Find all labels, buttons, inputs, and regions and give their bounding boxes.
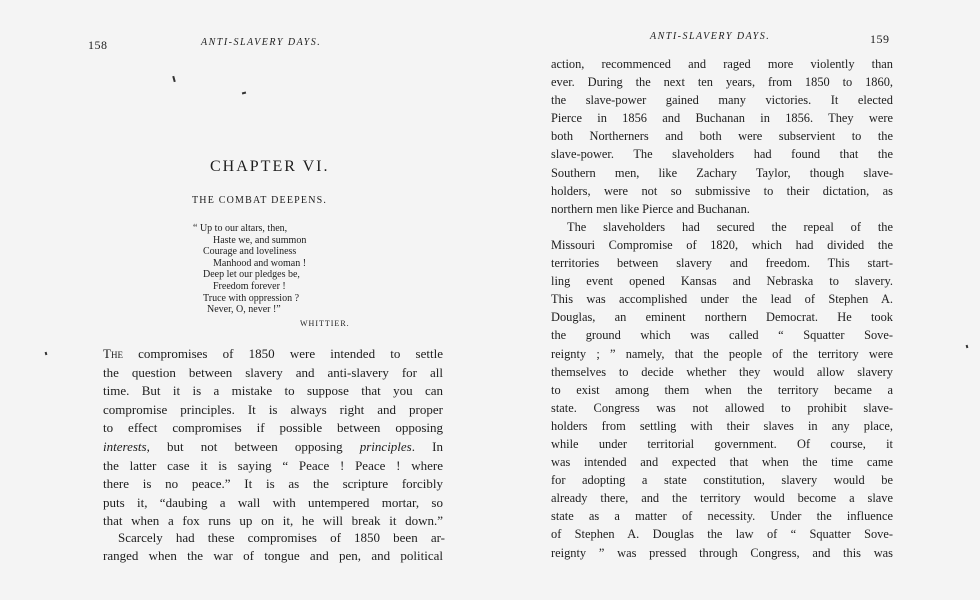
chapter-subtitle: THE COMBAT DEEPENS. xyxy=(192,195,328,206)
text-line: both Northerners and both were subservient to the xyxy=(551,129,893,144)
text-line: northern men like Pierce and Buchanan. xyxy=(551,201,750,216)
left-page-number: 158 xyxy=(88,38,108,52)
stray-mark xyxy=(242,92,246,95)
text-line: while under territorial government. Of course, it xyxy=(551,436,893,451)
text-line: Southern men, like Zachary Taylor, though slave- xyxy=(551,165,893,180)
text-line: holders, were not so submissive to their dictation, as xyxy=(551,183,893,198)
text-line: puts it, “daubing a wall with untempered mortar, so xyxy=(103,494,443,510)
poem-line: Freedom forever ! xyxy=(213,280,286,292)
right-page-number: 159 xyxy=(870,32,890,46)
text-line: Missouri Compromise of 1820, which had divided the xyxy=(551,237,893,252)
text-line: was intended and expected that when the time came xyxy=(551,455,893,470)
text-line: ranged when the war of tongue and pen, and political xyxy=(103,548,443,563)
text-line: slave-power. The slaveholders had found that the xyxy=(551,147,893,162)
text-line: the question between slavery and anti-slavery for all xyxy=(103,364,443,380)
text-line: reignty ” was pressed through Congress, and this was xyxy=(551,545,893,560)
italic-word: interests xyxy=(103,438,147,454)
stray-mark xyxy=(966,345,969,348)
text-line: already there, and the territory would become a slave xyxy=(551,491,893,506)
stray-mark xyxy=(172,76,175,82)
chapter-title: CHAPTER VI. xyxy=(210,158,330,175)
text-line: the latter case it is saying “ Peace ! Peace ! where xyxy=(103,457,443,473)
text-line: state. Congress was not allowed to prohibit slave- xyxy=(551,400,893,415)
poem-line: Courage and loveliness xyxy=(203,246,297,258)
poem-line: Deep let our pledges be, xyxy=(203,269,300,281)
text-line: to exist among them when the territory became a xyxy=(551,382,893,397)
text-line: of Stephen A. Douglas the law of “ Squatter Sove- xyxy=(551,527,893,542)
text-line: The slaveholders had secured the repeal of the xyxy=(567,219,893,234)
poem-line: Never, O, never !” xyxy=(207,304,281,316)
right-running-head: ANTI-SLAVERY DAYS. xyxy=(650,31,771,42)
paragraph-lead-word: The xyxy=(103,346,123,361)
text-line: This was accomplished under the lead of Stephen A. xyxy=(551,292,893,307)
text-line: that when a fox runs up on it, he will break it down.” xyxy=(103,513,443,529)
text-line: interests, but not between opposing principles. In xyxy=(103,438,443,454)
poem-line: “ Up to our altars, then, xyxy=(193,223,288,234)
epigraph-poem xyxy=(193,223,306,316)
text-line: the slave-power gained many victories. It elected xyxy=(551,93,893,108)
text-line: time. But it is a mistake to suppose that you can xyxy=(103,383,443,399)
text-line: action, recommenced and raged more violently than xyxy=(551,57,893,71)
text-line: there is no peace.” It is as the scripture forcibly xyxy=(103,476,443,492)
poem-line: Truce with oppression ? xyxy=(203,292,300,304)
body-text-block xyxy=(551,55,893,562)
body-paragraph xyxy=(103,345,443,531)
stray-mark xyxy=(45,352,48,355)
text-line: to effect compromises if possible between opposing xyxy=(103,420,443,436)
text-line: Scarcely had these compromises of 1850 been ar- xyxy=(118,530,445,545)
body-paragraph xyxy=(118,529,445,548)
poem-line: Manhood and woman ! xyxy=(213,257,307,269)
text-line: compromise principles. It is always right and proper xyxy=(103,401,443,417)
italic-word: principles xyxy=(359,438,412,454)
text-line: the ground which was called “ Squatter Sove- xyxy=(551,328,893,343)
text-line: ever. During the next ten years, from 1850 to 1860, xyxy=(551,75,893,90)
poem-line: Haste we, and summon xyxy=(213,234,307,246)
text-line: reignty ; ” namely, that the people of the territory were xyxy=(551,346,893,361)
text-line: state as a matter of necessity. Under the influence xyxy=(551,509,893,524)
text-line: The compromises of 1850 were intended to settle xyxy=(103,346,443,361)
text-line: territories between slavery and freedom. This start- xyxy=(551,256,893,271)
text-line: Pierce in 1856 and Buchanan in 1856. They were xyxy=(551,111,893,126)
left-running-head: ANTI-SLAVERY DAYS. xyxy=(201,37,322,48)
text-line: holders from settling with their slaves in any place, xyxy=(551,418,893,433)
text-line: themselves to decide whether they would allow slavery xyxy=(551,364,893,379)
text-line: ling event opened Kansas and Nebraska to slavery. xyxy=(551,274,893,289)
body-paragraph xyxy=(103,547,443,566)
poem-attribution: WHITTIER. xyxy=(300,319,350,328)
text-line: Douglas, an eminent northern Democrat. He took xyxy=(551,310,893,325)
text-line: for adopting a state constitution, slavery would be xyxy=(551,473,893,488)
